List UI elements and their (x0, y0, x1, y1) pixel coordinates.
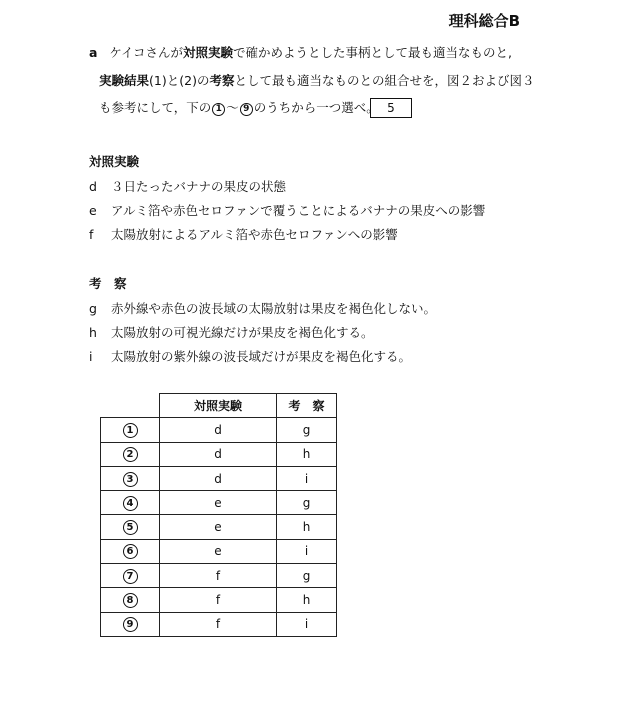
item-text: 太陽放射の可視光線だけが果皮を褐色化する。 (111, 325, 374, 340)
choice-number-cell (101, 491, 160, 515)
choice-consideration-cell: h (277, 515, 337, 539)
item-letter: g (89, 301, 97, 316)
item-text: アルミ箔や赤色セロファンで覆うことによるバナナの果皮への影響 (111, 203, 486, 218)
item-text: 太陽放射の紫外線の波長域だけが果皮を褐色化する。 (111, 349, 412, 364)
question-emph-consideration: 考察 (209, 73, 235, 88)
choice-number: 4 (123, 496, 138, 511)
choice-consideration-cell: h (277, 442, 337, 466)
table-row[interactable] (101, 588, 337, 612)
question-line-2 (99, 75, 535, 88)
control-item-e (89, 201, 485, 219)
question-emph-results: 実験結果 (99, 73, 150, 88)
choice-experiment-cell: d (160, 466, 277, 490)
consideration-item-h (89, 323, 374, 341)
item-letter: i (89, 349, 93, 364)
choice-consideration-cell: g (277, 491, 337, 515)
choice-consideration-cell: i (277, 612, 337, 636)
question-text-3b: のうちから一つ選べ。 (253, 100, 379, 115)
choice-experiment-cell: f (160, 612, 277, 636)
choice-consideration-cell: i (277, 466, 337, 490)
circled-number-1: 1 (212, 103, 225, 116)
choice-consideration-cell: i (277, 539, 337, 563)
item-text: ３日たったバナナの果皮の状態 (111, 179, 287, 194)
choice-number-cell (101, 466, 160, 490)
choice-number: 2 (123, 447, 138, 462)
choice-number: 3 (123, 472, 138, 487)
table-header-control: 対照実験 (160, 394, 277, 418)
answer-choices-table (100, 393, 337, 637)
table-header-row (101, 394, 337, 418)
choice-number-cell (101, 515, 160, 539)
table-row[interactable] (101, 418, 337, 442)
choice-experiment-cell: f (160, 564, 277, 588)
choice-number-cell (101, 612, 160, 636)
item-text: 赤外線や赤色の波長域の太陽放射は果皮を褐色化しない。 (111, 301, 437, 316)
question-text-1a: ケイコさんが (109, 45, 183, 60)
question-emph-control: 対照実験 (183, 45, 234, 60)
question-tilde: ～ (226, 100, 239, 115)
choice-number: 6 (123, 544, 138, 559)
item-text: 太陽放射によるアルミ箔や赤色セロファンへの影響 (111, 227, 398, 242)
choice-consideration-cell: g (277, 564, 337, 588)
control-item-d (89, 177, 286, 195)
table-row[interactable] (101, 515, 337, 539)
answer-box[interactable]: 5 (370, 98, 412, 118)
table-row[interactable] (101, 442, 337, 466)
control-item-f (89, 225, 398, 243)
question-line-1 (89, 47, 512, 60)
table-corner (101, 394, 160, 418)
table-row[interactable] (101, 564, 337, 588)
question-no: の (196, 73, 210, 88)
page-header-title: 理科総合B (448, 12, 520, 30)
choice-consideration-cell: g (277, 418, 337, 442)
choice-number-cell (101, 442, 160, 466)
choice-experiment-cell: d (160, 418, 277, 442)
question-label: a (89, 45, 98, 60)
choice-number-cell (101, 539, 160, 563)
choice-experiment-cell: e (160, 515, 277, 539)
item-letter: e (89, 203, 97, 218)
table-row[interactable] (101, 491, 337, 515)
choice-consideration-cell: h (277, 588, 337, 612)
choice-number-cell (101, 564, 160, 588)
question-text-3a: も参考にして，下の (99, 100, 212, 115)
control-experiments-title: 対照実験 (89, 154, 140, 169)
choice-experiment-cell: e (160, 539, 277, 563)
choice-experiment-cell: d (160, 442, 277, 466)
item-letter: f (89, 227, 94, 242)
considerations-title: 考 察 (89, 276, 127, 291)
table-row[interactable] (101, 539, 337, 563)
question-text-2: として最も適当なものとの組合せを，図２および図３ (234, 73, 535, 88)
choice-number: 8 (123, 593, 138, 608)
choice-number-cell (101, 418, 160, 442)
choice-number-cell (101, 588, 160, 612)
choice-number: 7 (123, 569, 138, 584)
question-paren-2: (2) (179, 73, 197, 88)
table-row[interactable] (101, 466, 337, 490)
question-to: と (166, 73, 180, 88)
choice-number: 9 (123, 617, 138, 632)
table-row[interactable] (101, 612, 337, 636)
table-header-consideration: 考 察 (277, 394, 337, 418)
item-letter: d (89, 179, 97, 194)
consideration-item-i (89, 347, 411, 365)
choice-experiment-cell: f (160, 588, 277, 612)
question-text-1b: で確かめようとした事柄として最も適当なものと, (233, 45, 512, 60)
consideration-item-g (89, 299, 436, 317)
choice-experiment-cell: e (160, 491, 277, 515)
question-line-3 (99, 102, 379, 116)
choice-number: 1 (123, 423, 138, 438)
item-letter: h (89, 325, 97, 340)
question-paren-1: (1) (149, 73, 167, 88)
choice-number: 5 (123, 520, 138, 535)
circled-number-9: 9 (240, 103, 253, 116)
